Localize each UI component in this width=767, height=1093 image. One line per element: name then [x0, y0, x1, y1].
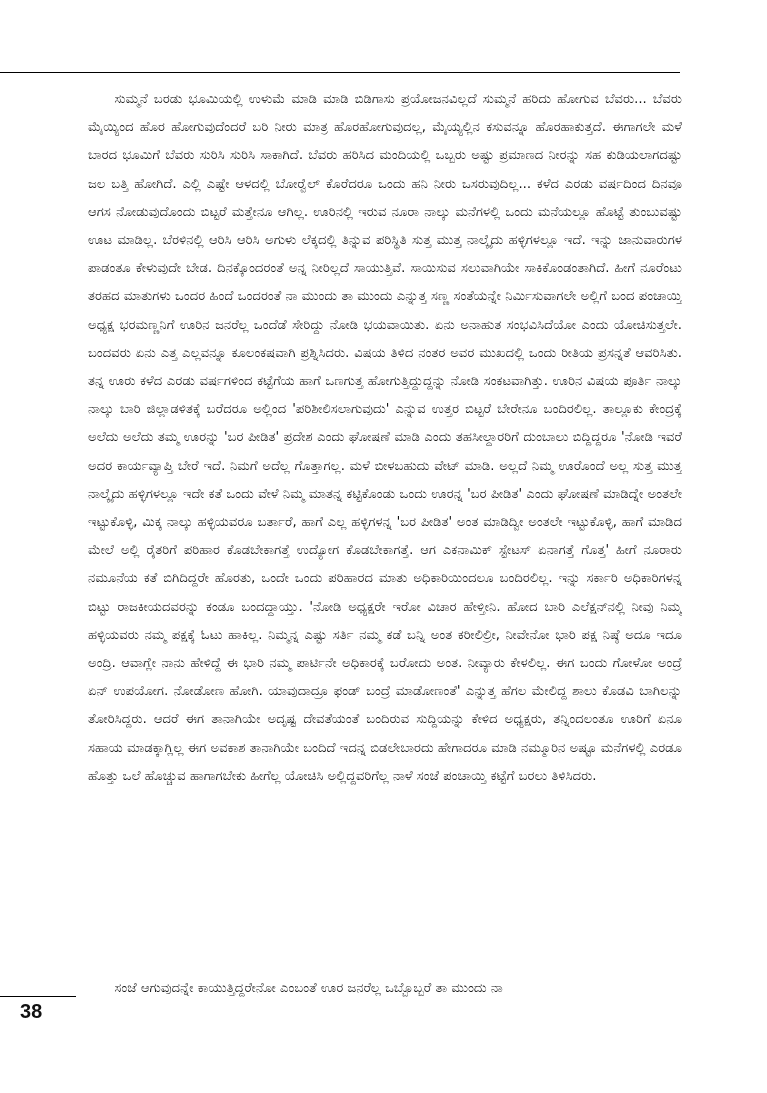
footer-rule [0, 996, 76, 997]
body-paragraph-2: ಸಂಜೆ ಆಗುವುದನ್ನೇ ಕಾಯುತ್ತಿದ್ದರೇನೋ ಎಂಬಂತೆ ಊರ ಜನರೆಲ್ಲ ಒಬ್ಬೊಬ್ಬರೆ ತಾ ಮುಂದು ನಾ [114, 981, 503, 996]
page-number: 38 [20, 1001, 43, 1023]
header-rule [0, 72, 680, 73]
body-paragraph-1: ಸುಮ್ಮನೆ ಬರಡು ಭೂಮಿಯಲ್ಲಿ ಉಳುಮೆ ಮಾಡಿ ಮಾಡಿ ಬಿಡಿಗಾಸು ಪ್ರಯೋಜನವಿಲ್ಲದೆ ಸುಮ್ಮನೆ ಹರಿದು ಹೋಗುವ ಬೆವರು... ಬೆವರು ಮೈಯ್ಯಿಂದ ಹೊರ ಹೋಗುವುದೆಂದರೆ ಬರಿ ನೀರು ಮಾತ್ರ ಹೊರಹೋಗುವುದಲ್ಲ, ಮೈಯ್ಯಲ್ಲಿನ ಕಸುವನ್ನೂ ಹೊರಹಾಕುತ್ತದೆ. ಈಗಾಗಲೇ ಮಳೆ ಬಾರದ ಭೂಮಿಗೆ ಬೆವರು ಸುರಿಸಿ ಸುರಿಸಿ ಸಾಕಾಗಿದೆ. ಬೆವರು ಹರಿಸಿದ ಮಂದಿಯಲ್ಲಿ ಒಬ್ಬರು ಅಷ್ಟು ಪ್ರಮಾಣದ ನೀರನ್ನು ಸಹ ಕುಡಿಯಲಾಗದಷ್ಟು ಜಲ ಬತ್ತಿ ಹೋಗಿದೆ. ಎಲ್ಲಿ ಎಷ್ಟೇ ಆಳದಲ್ಲಿ ಬೋರ್‍ವೆಲ್ ಕೊರೆದರೂ ಒಂದು ಹನಿ ನೀರು ಒಸರುವುದಿಲ್ಲ... ಕಳೆದ ಎರಡು ವರ್ಷದಿಂದ ದಿನವೂ ಆಗಸ ನೋಡುವುದೊಂದು ಬಿಟ್ಟರೆ ಮತ್ತೇನೂ ಆಗಿಲ್ಲ. ಊರಿನಲ್ಲಿ ಇರುವ ನೂರಾ ನಾಲ್ಕು ಮನೆಗಳಲ್ಲಿ ಒಂದು ಮನೆಯಲ್ಲೂ ಹೊಟ್ಟೆ ತುಂಬುವಷ್ಟು ಊಟ ಮಾಡಿಲ್ಲ. ಬೆರಳಿನಲ್ಲಿ ಆರಿಸಿ ಆರಿಸಿ ಅಗುಳು ಲೆಕ್ಕದಲ್ಲಿ ತಿನ್ನುವ ಪರಿಸ್ಥಿತಿ ಸುತ್ತ ಮುತ್ತ ನಾಲ್ಕೈದು ಹಳ್ಳಿಗಳಲ್ಲೂ ಇದೆ. ಇನ್ನು ಜಾನುವಾರುಗಳ ಪಾಡಂತೂ ಕೇಳುವುದೇ ಬೇಡ. ದಿನಕ್ಕೊಂದರಂತೆ ಅನ್ನ ನೀರಿಲ್ಲದೆ ಸಾಯುತ್ತಿವೆ. ಸಾಯಿಸುವ ಸಲುವಾಗಿಯೇ ಸಾಕಿಕೊಂಡಂತಾಗಿದೆ. ಹೀಗೆ ನೂರೆಂಟು ತರಹದ ಮಾತುಗಳು ಒಂದರ ಹಿಂದೆ ಒಂದರಂತೆ ನಾ ಮುಂದು ತಾ ಮುಂದು ಎನ್ನುತ್ತ ಸಣ್ಣ ಸಂತೆಯನ್ನೇ ನಿರ್ಮಿಸುವಾಗಲೇ ಅಲ್ಲಿಗೆ ಬಂದ ಪಂಚಾಯ್ತಿ ಅಧ್ಯಕ್ಷ ಭರಮಣ್ಣನಿಗೆ ಊರಿನ ಜನರೆಲ್ಲ ಒಂದೆಡೆ ಸೇರಿದ್ದು ನೋಡಿ ಭಯವಾಯಿತು. ಏನು ಅನಾಹುತ ಸಂಭವಿಸಿದೆಯೋ ಎಂದು ಯೋಚಿಸುತ್ತಲೇ. ಬಂದವರು ಏನು ಎತ್ತ ಎಲ್ಲವನ್ನೂ ಕೂಲಂಕಷವಾಗಿ ಪ್ರಶ್ನಿಸಿದರು. ವಿಷಯ ತಿಳಿದ ನಂತರ ಅವರ ಮುಖದಲ್ಲಿ ಒಂದು ರೀತಿಯ ಪ್ರಸನ್ನತೆ ಆವರಿಸಿತು. ತನ್ನ ಊರು ಕಳೆದ ಎರಡು ವರ್ಷಗಳಿಂದ ಕಟ್ಟೆಗೆಯ ಹಾಗೆ ಒಣಗುತ್ತ ಹೋಗುತ್ತಿದ್ದುದ್ದನ್ನು ನೋಡಿ ಸಂಕಟವಾಗಿತ್ತು. ಊರಿನ ವಿಷಯ ಪೂರ್ತಿ ನಾಲ್ಕು ನಾಲ್ಕು ಬಾರಿ ಜಿಲ್ಲಾಡಳಿತಕ್ಕೆ ಬರೆದರೂ ಅಲ್ಲಿಂದ 'ಪರಿಶೀಲಿಸಲಾಗುವುದು' ಎನ್ನುವ ಉತ್ತರ ಬಿಟ್ಟರೆ ಬೇರೇನೂ ಬಂದಿರಲಿಲ್ಲ. ತಾಲ್ಲೂಕು ಕೇಂದ್ರಕ್ಕೆ ಅಲೆದು ಅಲೆದು ತಮ್ಮ ಊರನ್ನು 'ಬರ ಪೀಡಿತ' ಪ್ರದೇಶ ಎಂದು ಘೋಷಣೆ ಮಾಡಿ ಎಂದು ತಹಸೀಲ್ದಾರರಿಗೆ ದುಂಬಾಲು ಬಿದ್ದಿದ್ದರೂ 'ನೋಡಿ ಇವರೆ ಅದರ ಕಾರ್ಯವ್ಯಾಪ್ತಿ ಬೇರೆ ಇದೆ. ನಿಮಗೆ ಅದೆಲ್ಲ ಗೊತ್ತಾಗಲ್ಲ. ಮಳೆ ಬೀಳಬಹುದು ವೇಟ್ ಮಾಡಿ. ಅಲ್ಲದೆ ನಿಮ್ಮ ಊರೊಂದೆ ಅಲ್ಲ ಸುತ್ತ ಮುತ್ತ ನಾಲ್ಕೈದು ಹಳ್ಳಿಗಳಲ್ಲೂ ಇದೇ ಕತೆ ಒಂದು ವೇಳೆ ನಿಮ್ಮ ಮಾತನ್ನ ಕಟ್ಟಿಕೊಂಡು ಒಂದು ಊರನ್ನ 'ಬರ ಪೀಡಿತ' ಎಂದು ಘೋಷಣೆ ಮಾಡಿದ್ನೇ ಅಂತಲೇ ಇಟ್ಟುಕೊಳ್ಳಿ, ಮಿಕ್ಕ ನಾಲ್ಕು ಹಳ್ಳಿಯವರೂ ಬರ್ತಾರೆ, ಹಾಗೆ ಎಲ್ಲ ಹಳ್ಳಿಗಳನ್ನ 'ಬರ ಪೀಡಿತ' ಅಂತ ಮಾಡಿದ್ವೀ ಅಂತಲೇ ಇಟ್ಟುಕೊಳ್ಳಿ, ಹಾಗೆ ಮಾಡಿದ ಮೇಲೆ ಅಲ್ಲಿ ರೈತರಿಗೆ ಪರಿಹಾರ ಕೊಡಬೇಕಾಗತ್ತೆ ಉದ್ಯೋಗ ಕೊಡಬೇಕಾಗತ್ತೆ. ಆಗ ಎಕನಾಮಿಕ್ ಸ್ಟೇಟಸ್ ಏನಾಗತ್ತೆ ಗೊತ್ತ' ಹೀಗೆ ನೂರಾರು ನಮೂನೆಯ ಕತೆ ಬಿಗಿದಿದ್ದರೇ ಹೊರತು, ಒಂದೇ ಒಂದು ಪರಿಹಾರದ ಮಾತು ಅಧಿಕಾರಿಯಿಂದಲೂ ಬಂದಿರಲಿಲ್ಲ. ಇನ್ನು ಸರ್ಕಾರಿ ಅಧಿಕಾರಿಗಳನ್ನ ಬಿಟ್ಟು ರಾಜಕೀಯದವರನ್ನು ಕಂಡೂ ಬಂದದ್ದಾಯ್ತು. 'ನೋಡಿ ಅಧ್ಯಕ್ಷರೇ ಇರೋ ವಿಚಾರ ಹೇಳ್ತೀನಿ. ಹೋದ ಬಾರಿ ಎಲೆಕ್ಷನ್‍ನಲ್ಲಿ ನೀವು ನಿಮ್ಮ ಹಳ್ಳಿಯವರು ನಮ್ಮ ಪಕ್ಷಕ್ಕೆ ಓಟು ಹಾಕಿಲ್ಲ. ನಿಮ್ಮನ್ನ ಎಷ್ಟು ಸರ್ತಿ ನಮ್ಮ ಕಡೆ ಬನ್ನಿ ಅಂತ ಕರೀಲಿಲ್ರೀ, ನೀವೇನೋ ಭಾರಿ ಪಕ್ಷ ನಿಷ್ಠೆ ಅದೂ ಇದೂ ಅಂದ್ರಿ. ಆವಾಗ್ಲೇ ನಾನು ಹೇಳಿದ್ದೆ ಈ ಭಾರಿ ನಮ್ಮ ಪಾರ್ಟಿನೇ ಅಧಿಕಾರಕ್ಕೆ ಬರೋದು ಅಂತ. ನೀವ್ಯಾರು ಕೇಳಲಿಲ್ಲ. ಈಗ ಬಂದು ಗೋಳೋ ಅಂದ್ರೆ ಏನ್ ಉಪಯೋಗ. ನೋಡೋಣ ಹೋಗಿ. ಯಾವುದಾದ್ರೂ ಫಂಡ್ ಬಂದ್ರೆ ಮಾಡೋಣಂತೆ' ಎನ್ನುತ್ತ ಹೆಗಲ ಮೇಲಿದ್ದ ಶಾಲು ಕೊಡವಿ ಬಾಗಿಲನ್ನು ತೋರಿಸಿದ್ದರು. ಆದರೆ ಈಗ ತಾನಾಗಿಯೇ ಅದೃಷ್ಟ ದೇವತೆಯಂತೆ ಬಂದಿರುವ ಸುದ್ದಿಯನ್ನು ಕೇಳಿದ ಅಧ್ಯಕ್ಷರು, ತನ್ನಿಂದಲಂತೂ ಊರಿಗೆ ಏನೂ ಸಹಾಯ ಮಾಡಕ್ಕಾಗ್ಲಿಲ್ಲ ಈಗ ಅವಕಾಶ ತಾನಾಗಿಯೇ ಬಂದಿದೆ ಇದನ್ನ ಬಿಡಲೇಬಾರದು ಹೇಗಾದರೂ ಮಾಡಿ ನಮ್ಮೂರಿನ ಅಷ್ಟೂ ಮನೆಗಳಲ್ಲಿ ಎರಡೂ ಹೊತ್ತು ಒಲೆ ಹೊಚ್ಚುವ ಹಾಗಾಗಬೇಕು ಹೀಗೆಲ್ಲ ಯೋಚಿಸಿ ಅಲ್ಲಿದ್ದವರಿಗೆಲ್ಲ ನಾಳೆ ಸಂಜೆ ಪಂಚಾಯ್ತಿ ಕಟ್ಟೆಗೆ ಬರಲು ತಿಳಿಸಿದರು. [88, 92, 682, 784]
